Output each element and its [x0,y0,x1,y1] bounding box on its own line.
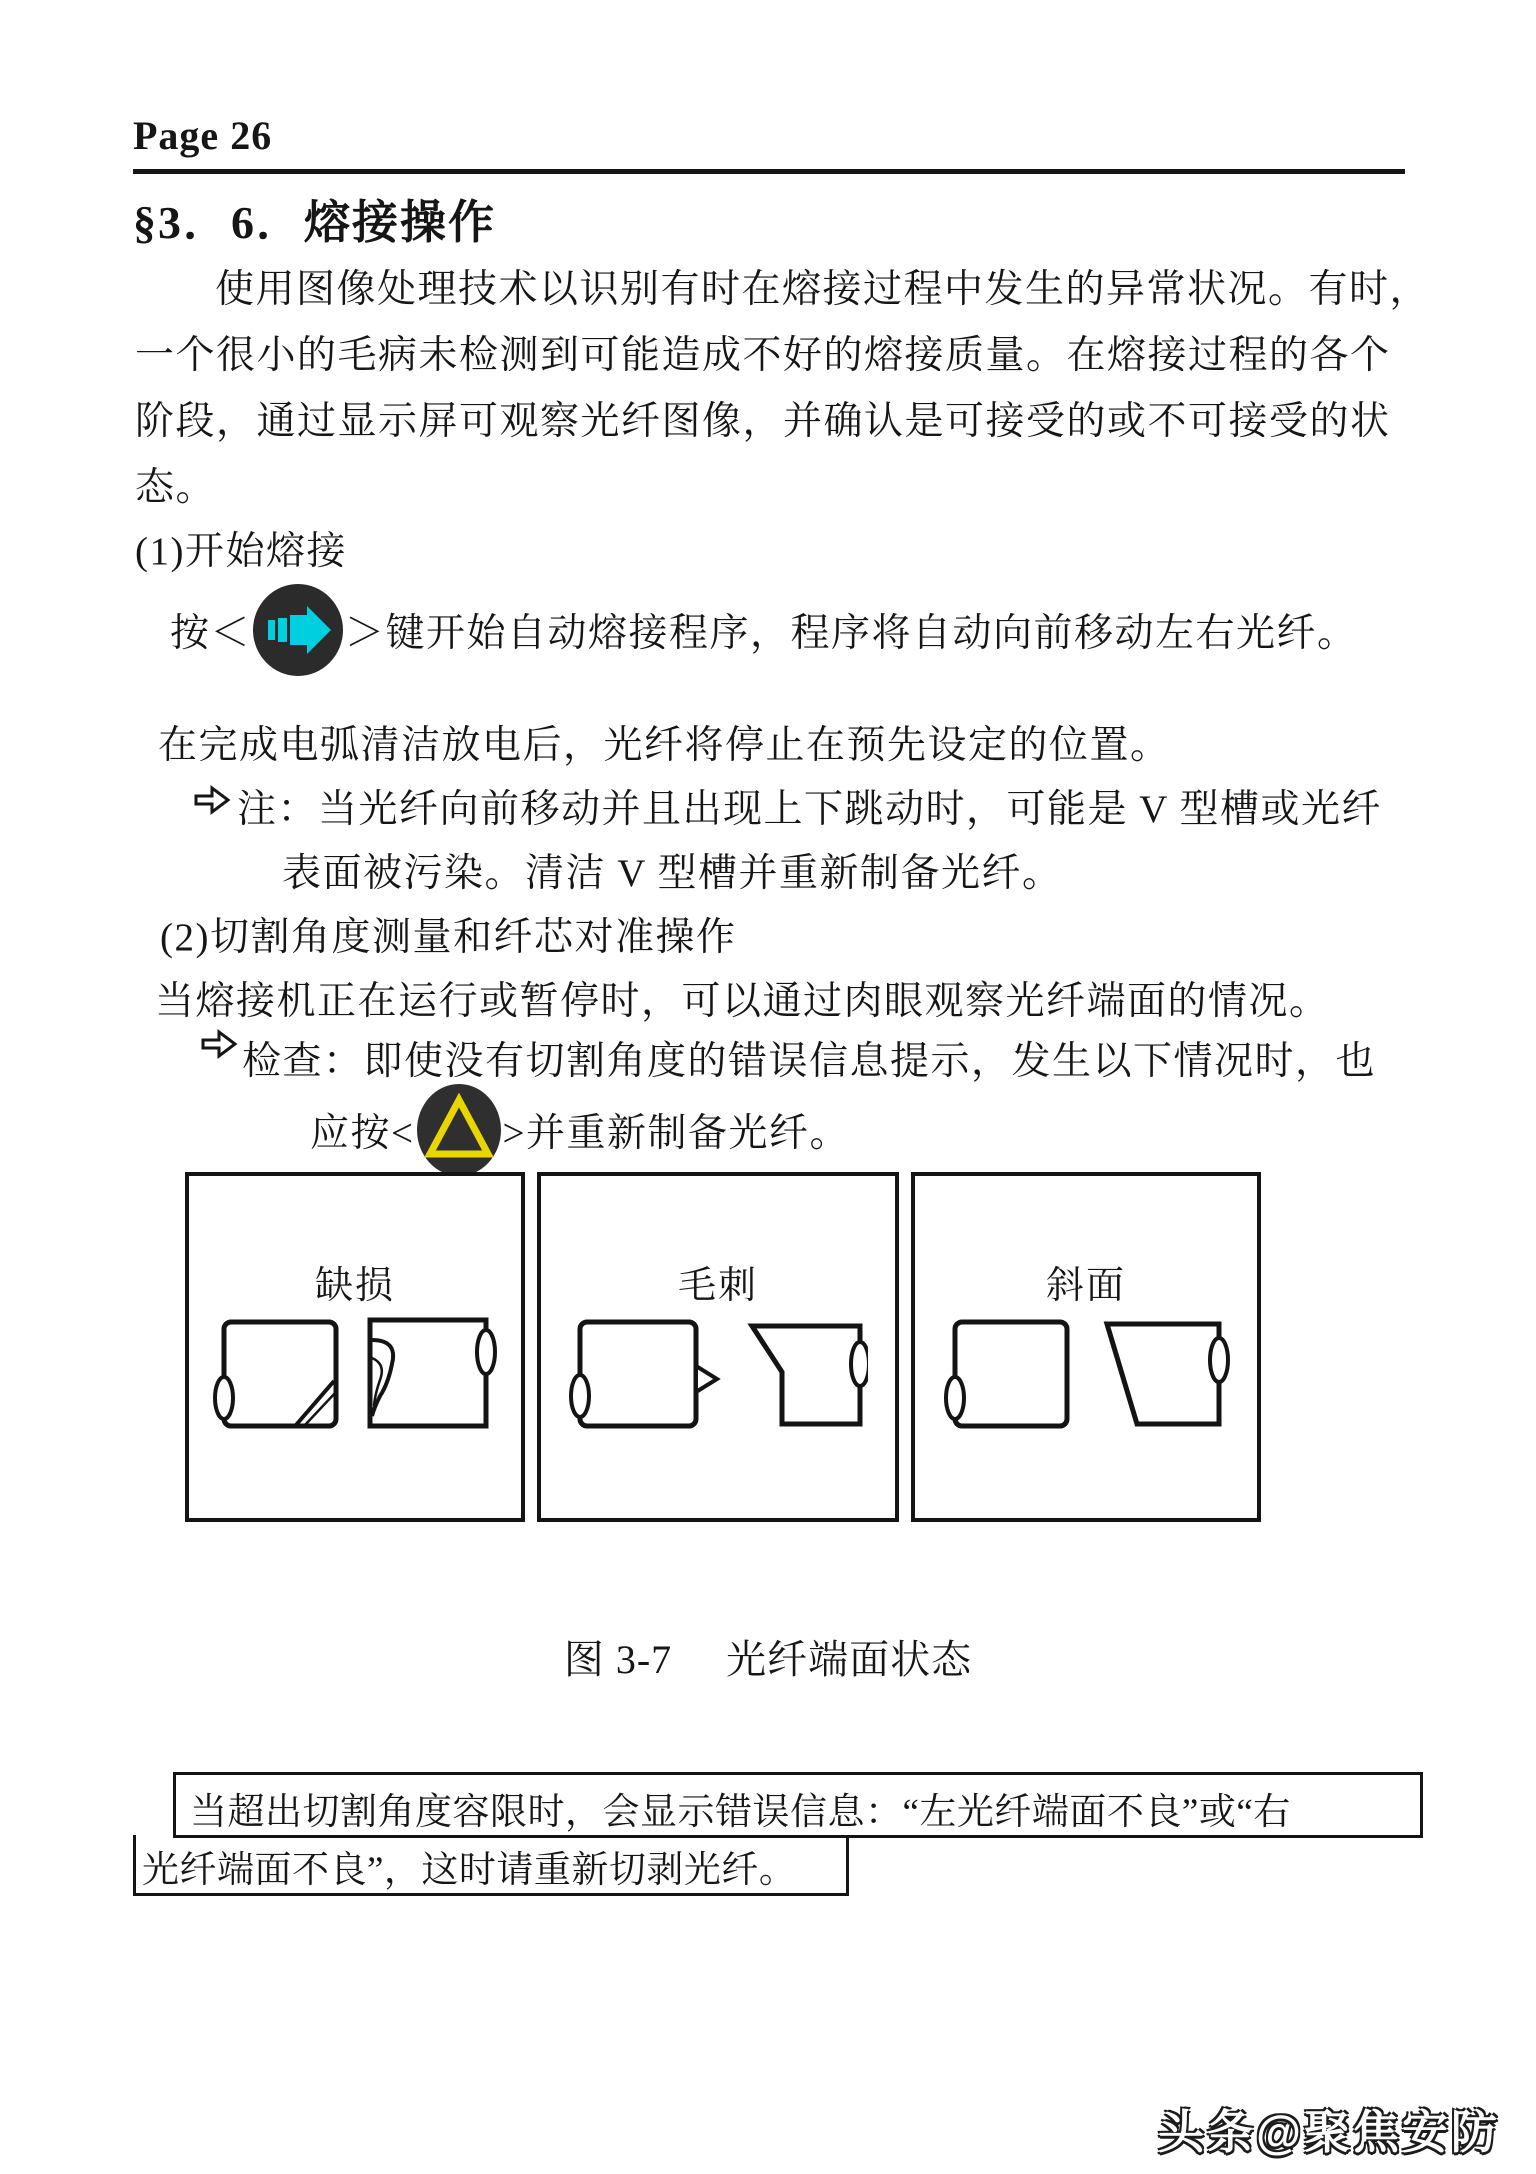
warning-line-1: 当超出切割角度容限时，会显示错误信息：“左光纤端面不良”或“右 [173,1772,1423,1838]
check2-text-after: >并重新制备光纤。 [502,1112,850,1155]
intro-line-2: 一个很小的毛病未检测到可能造成不好的熔接质量。在熔接过程的各个 [135,334,1391,377]
panel-burr [537,1172,899,1522]
check-arrow-icon [200,1028,238,1060]
header-rule [133,169,1405,174]
panel-defect [185,1172,525,1522]
intro-line-1: 使用图像处理技术以识别有时在熔接过程中发生的异常状况。有时， [215,268,1431,311]
warning-line-2 [133,1835,849,1896]
step1-heading: (1)开始熔接 [135,530,347,573]
panel-defect-diagram [210,1304,500,1454]
reset-key-icon [415,1083,503,1177]
panel-burr-label: 毛刺 [677,1265,758,1307]
figure-caption-number: 图 3-7 [563,1637,673,1682]
figure-caption [0,1628,1536,1685]
note-arrow-icon [193,784,231,816]
splice-text-after: ＞键开始自动熔接程序，程序将自动向前移动左右光纤。 [345,612,1358,655]
check-line-2 [310,1082,850,1178]
panel-defect-label: 缺损 [314,1265,395,1307]
watermark: 头条@聚焦安防 [1158,2106,1500,2158]
panel-bevel-label: 斜面 [1045,1265,1126,1307]
check2-text-before: 应按< [310,1112,415,1155]
arc-line: 在完成电弧清洁放电后，光纤将停止在预先设定的位置。 [158,724,1171,767]
page-number: Page 26 [133,113,273,158]
section-title: §3．6．熔接操作 [133,197,496,248]
splice-text-before: 按＜ [170,612,252,655]
figure-3-7 [185,1172,1261,1522]
intro-line-4: 态。 [135,466,217,509]
panel-bevel-diagram [941,1304,1231,1454]
figure-caption-text: 光纤端面状态 [726,1637,973,1682]
note-line-1 [193,778,1382,834]
check-text-1: 检查：即使没有切割角度的错误信息提示，发生以下情况时，也 [242,1040,1377,1083]
step2-heading: (2)切割角度测量和纤芯对准操作 [160,916,737,959]
note-text-1: 注：当光纤向前移动并且出现上下跳动时，可能是 V 型槽或光纤 [237,788,1382,831]
warning-text-2: 光纤端面不良”，这时请重新切剥光纤。 [142,1850,797,1891]
set-key-icon [251,583,345,677]
panel-burr-diagram [568,1304,868,1454]
check-line-1 [200,1030,1376,1086]
intro-line-3: 阶段，通过显示屏可观察光纤图像，并确认是可接受的或不可接受的状 [135,400,1391,443]
note-line-2: 表面被污染。清洁 V 型槽并重新制备光纤。 [282,852,1063,895]
splice-instruction-line [170,582,1358,678]
panel-bevel [911,1172,1261,1522]
observe-line: 当熔接机正在运行或暂停时，可以通过肉眼观察光纤端面的情况。 [155,980,1330,1023]
